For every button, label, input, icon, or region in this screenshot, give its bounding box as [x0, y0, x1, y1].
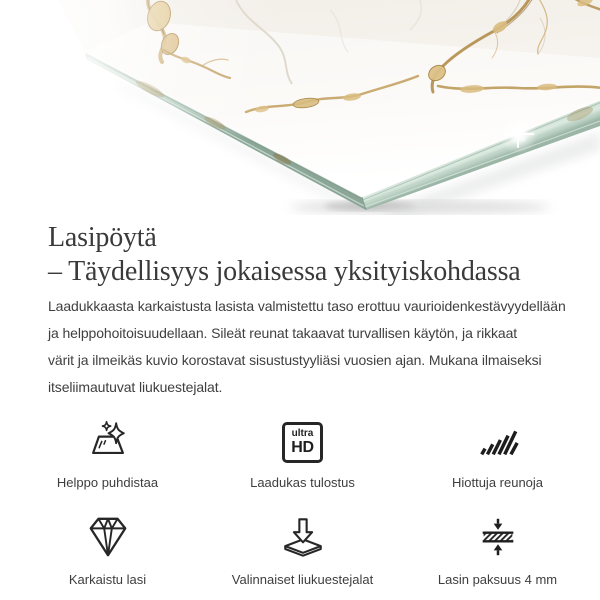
feature-print-quality — [205, 417, 400, 490]
feature-label: Helppo puhdistaa — [56, 475, 159, 490]
feature-glass-thickness — [400, 514, 595, 587]
feature-anti-slip-feet — [205, 514, 400, 587]
hero-product-image — [0, 0, 600, 215]
ultra-hd-badge-text-top: ultra — [291, 428, 314, 439]
anti-slip-feet-icon — [280, 514, 326, 560]
ultra-hd-badge-icon — [282, 417, 323, 463]
page-title-line1: Lasipöytä — [48, 222, 157, 253]
feature-easy-clean — [10, 417, 205, 490]
easy-clean-sparkle-icon — [85, 417, 131, 463]
feature-label: Lasin paksuus 4 mm — [437, 572, 558, 587]
feature-label: Laadukas tulostus — [250, 475, 355, 490]
product-description — [48, 293, 600, 401]
glass-thickness-icon — [475, 514, 521, 560]
polished-edges-icon — [475, 417, 521, 463]
feature-label: Valinnaiset liukuestejalat — [231, 572, 374, 587]
feature-tempered-glass — [10, 514, 205, 587]
description-line: ja helppohoitoisuudellaan. Sileät reunat takaavat turvallisen käytön, ja rikkaat — [48, 325, 518, 341]
description-line: Laadukkaasta karkaistusta lasista valmistettu taso erottuu vaurioidenkestävyydellään — [48, 298, 566, 314]
page-title-line2: – Täydellisyys jokaisessa yksityiskohdassa — [48, 256, 521, 287]
feature-label: Hiottuja reunoja — [451, 475, 544, 490]
tempered-glass-diamond-icon — [85, 514, 131, 560]
features-grid — [10, 417, 595, 587]
feature-label: Karkaistu lasi — [68, 572, 147, 587]
page-title — [48, 221, 600, 289]
ultra-hd-badge-text-bottom: HD — [291, 439, 314, 456]
description-line: itseliimautuvat liukuestejalat. — [48, 379, 223, 395]
feature-polished-edges — [400, 417, 595, 490]
description-line: värit ja ilmeikäs kuvio korostavat sisustustyyliäsi vuosien ajan. Mukana ilmaiseksi — [48, 352, 542, 368]
